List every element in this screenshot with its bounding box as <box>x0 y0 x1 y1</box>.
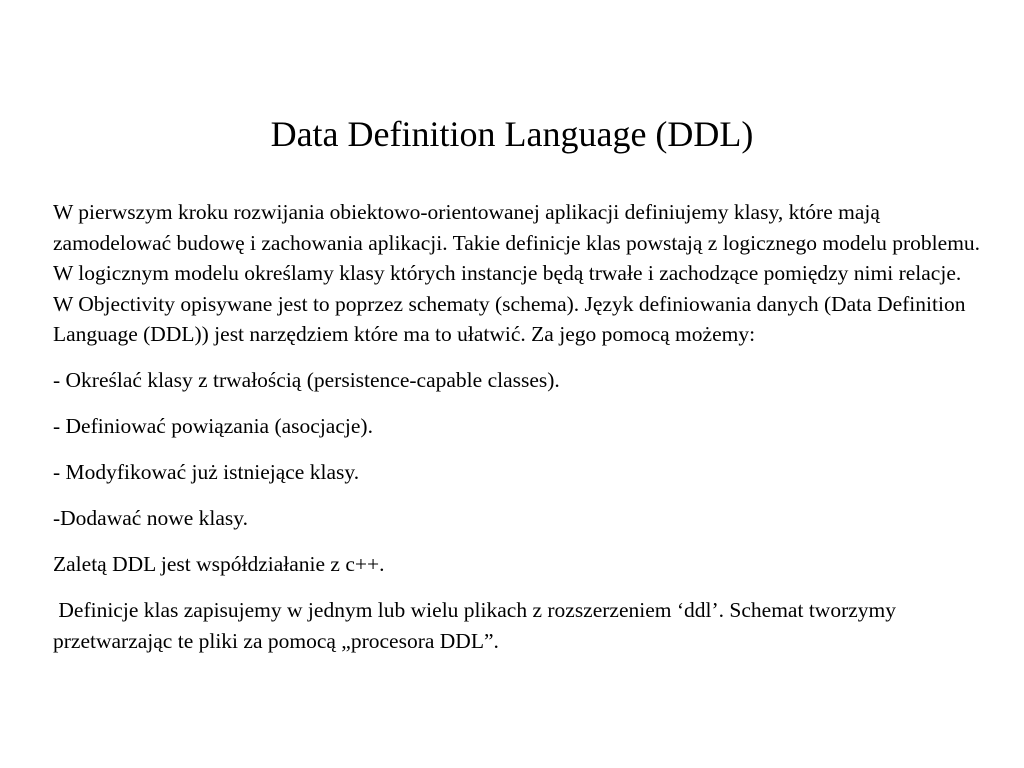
slide-title: Data Definition Language (DDL) <box>270 114 754 154</box>
closing-paragraph: Definicje klas zapisujemy w jednym lub wielu plikach z rozszerzeniem ‘ddl’. Schemat tworzymy przetwarzając te pliki za pomocą „procesora DDL”. <box>53 598 902 653</box>
advantage-paragraph: Zaletą DDL jest współdziałanie z c++. <box>53 552 385 576</box>
list-item: - Określać klasy z trwałością (persistence-capable classes). <box>53 368 560 392</box>
slide-body <box>53 197 983 656</box>
list-item: - Definiować powiązania (asocjacje). <box>53 414 373 438</box>
list-item: - Modyfikować już istniejące klasy. <box>53 460 360 484</box>
intro-paragraph: W pierwszym kroku rozwijania obiektowo-orientowanej aplikacji definiujemy klasy, które mają zamodelować budowę i zachowania aplikacji. Takie definicje klas powstają z logicznego modelu problemu. W logicznym modelu określamy klasy których instancje będą trwałe i zachodzące pomiędzy nimi relacje. W Objectivity opisywane jest to poprzez schematy (schema). Język definiowania danych (Data Definition Language (DDL)) jest narzędziem które ma to ułatwić. Za jego pomocą możemy: <box>53 200 981 346</box>
list-item: -Dodawać nowe klasy. <box>53 506 249 530</box>
